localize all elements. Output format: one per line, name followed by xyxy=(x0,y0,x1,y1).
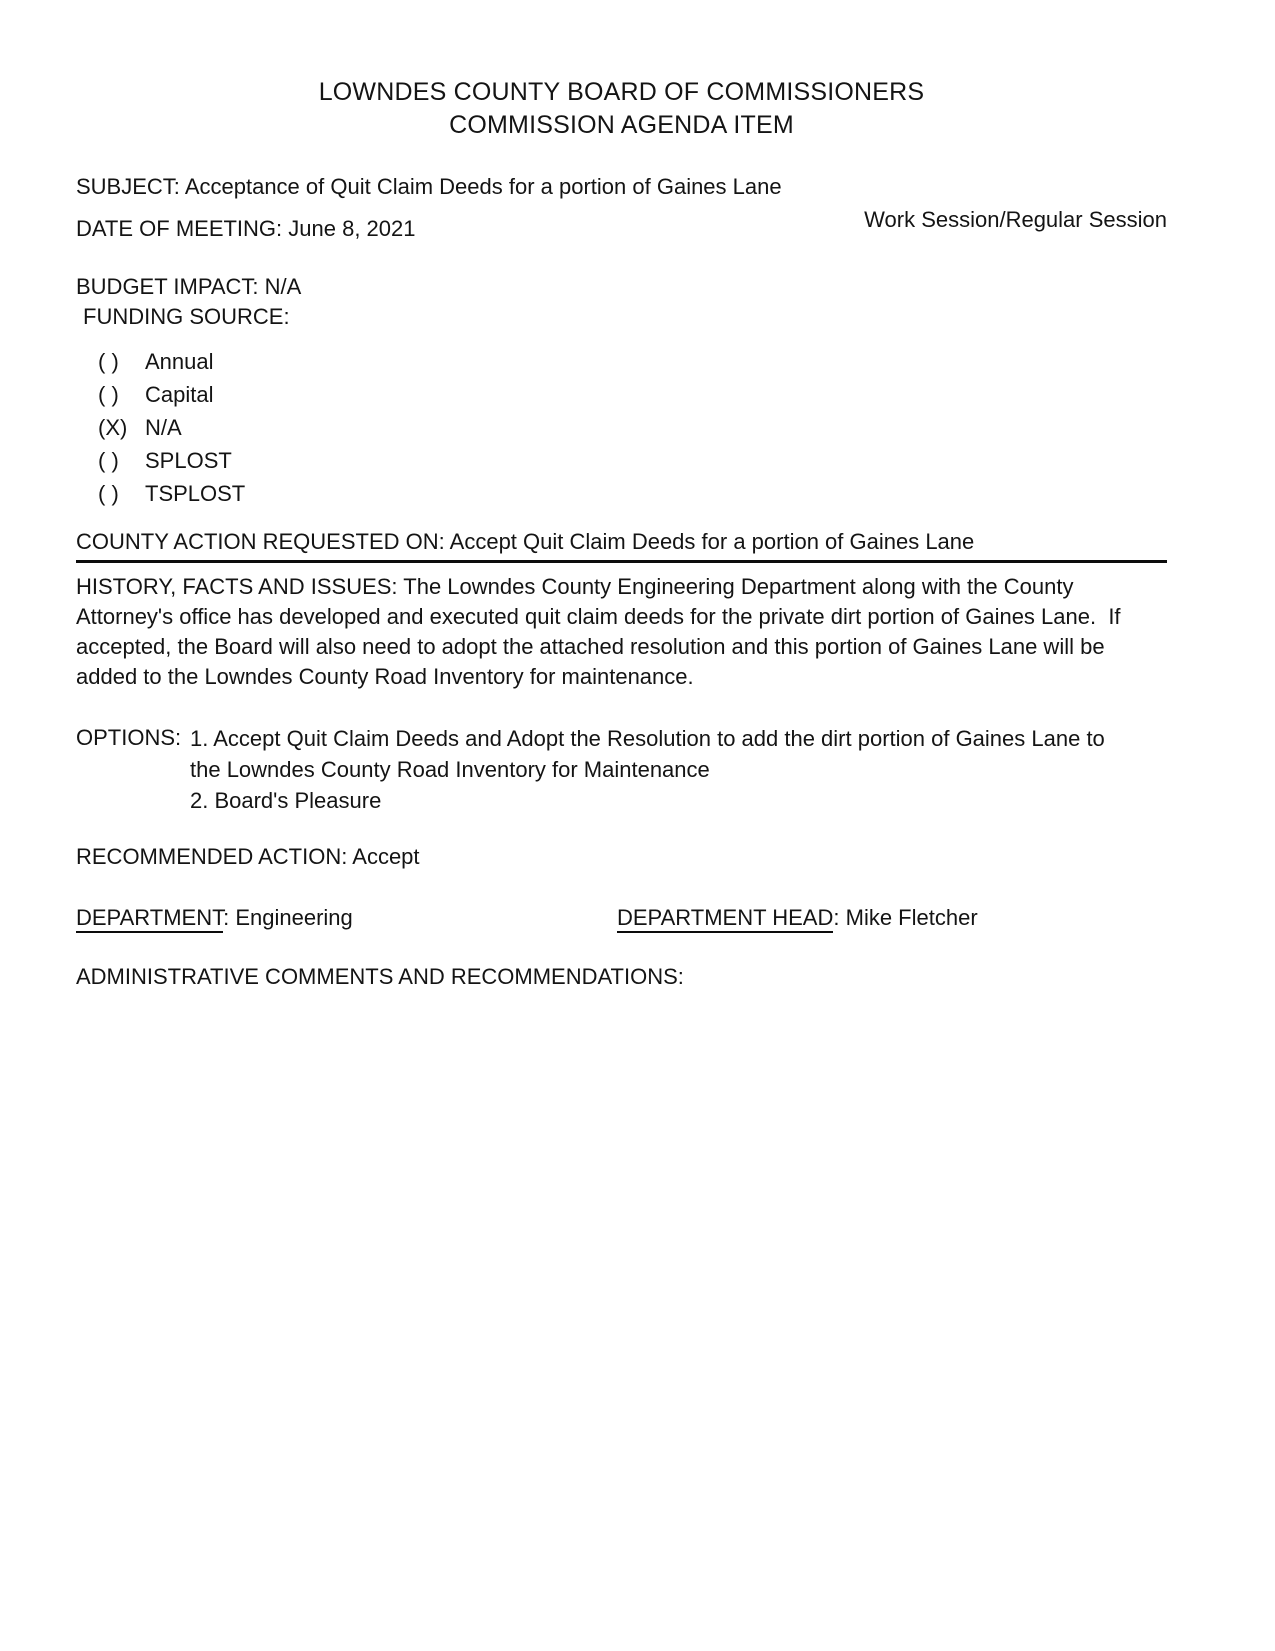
department-label: DEPARTMENT xyxy=(76,905,223,933)
history-label: HISTORY, FACTS AND ISSUES: xyxy=(76,574,398,599)
funding-option-capital xyxy=(76,378,1167,411)
document-title-line2: COMMISSION AGENDA ITEM xyxy=(449,111,794,139)
checkbox-mark-tsplost: ( ) xyxy=(98,481,119,506)
department-row xyxy=(76,903,1167,933)
history-facts-issues-paragraph xyxy=(76,572,1151,692)
options-section xyxy=(76,723,1167,816)
funding-option-splost xyxy=(76,444,1167,477)
meeting-date-value: June 8, 2021 xyxy=(288,216,416,241)
department-head-value: Mike Fletcher xyxy=(845,905,978,930)
funding-option-tsplost xyxy=(76,477,1167,510)
budget-impact-label: BUDGET IMPACT: xyxy=(76,274,259,299)
county-action-line xyxy=(76,527,1167,563)
budget-impact-line xyxy=(76,272,1167,302)
options-list xyxy=(190,723,1140,816)
recommended-action-value: Accept xyxy=(352,844,420,869)
checkbox-mark-annual: ( ) xyxy=(98,349,119,374)
option-item-1: 1. Accept Quit Claim Deeds and Adopt the Resolution to add the dirt portion of Gaines Lane to the Lowndes County Road Inventory for Maintenance xyxy=(190,726,1105,782)
funding-option-annual xyxy=(76,345,1167,378)
meeting-date-label: DATE OF MEETING: xyxy=(76,216,283,241)
option-item-2: 2. Board's Pleasure xyxy=(190,788,382,813)
meeting-row xyxy=(76,207,1167,244)
funding-source-list xyxy=(76,345,1167,510)
recommended-action-label: RECOMMENDED ACTION: xyxy=(76,844,348,869)
document-title-line1: LOWNDES COUNTY BOARD OF COMMISSIONERS xyxy=(318,78,925,106)
budget-impact-value: N/A xyxy=(264,274,302,299)
subject-value: Acceptance of Quit Claim Deeds for a portion of Gaines Lane xyxy=(184,174,782,199)
funding-option-label: Annual xyxy=(145,349,214,374)
recommended-action-line xyxy=(76,842,1167,872)
funding-option-label: N/A xyxy=(145,415,182,440)
department-head-label: DEPARTMENT HEAD xyxy=(617,905,833,933)
funding-option-na xyxy=(76,411,1167,444)
funding-source-label: FUNDING SOURCE: xyxy=(83,304,290,329)
document-title-block xyxy=(76,76,1167,142)
department-line xyxy=(76,903,617,933)
meeting-date-line xyxy=(76,214,416,244)
funding-option-label: SPLOST xyxy=(145,448,232,473)
funding-option-label: Capital xyxy=(145,382,214,407)
subject-line xyxy=(76,172,1167,202)
session-type-label: Work Session/Regular Session xyxy=(864,207,1167,232)
county-action-label: COUNTY ACTION REQUESTED ON: xyxy=(76,529,445,554)
department-colon: : xyxy=(223,905,230,930)
checkbox-mark-capital: ( ) xyxy=(98,382,119,407)
checkbox-mark-splost: ( ) xyxy=(98,448,119,473)
history-text: The Lowndes County Engineering Department along with the County Attorney's office has developed and executed quit claim deeds for the private dirt portion of Gaines Lane. If accepted, the Board will also need to adopt the attached resolution and this portion of Gaines Lane will be added to the Lowndes County Road Inventory for maintenance. xyxy=(76,574,1121,689)
department-value: Engineering xyxy=(235,905,353,930)
department-head-line xyxy=(617,903,978,933)
department-head-colon: : xyxy=(833,905,840,930)
options-label: OPTIONS: xyxy=(76,725,182,750)
funding-option-label: TSPLOST xyxy=(145,481,246,506)
county-action-value: Accept Quit Claim Deeds for a portion of Gaines Lane xyxy=(449,529,975,554)
checkbox-mark-na-checked: (X) xyxy=(98,415,128,440)
subject-label: SUBJECT: xyxy=(76,174,180,199)
administrative-comments-label: ADMINISTRATIVE COMMENTS AND RECOMMENDATIONS: xyxy=(76,964,684,989)
